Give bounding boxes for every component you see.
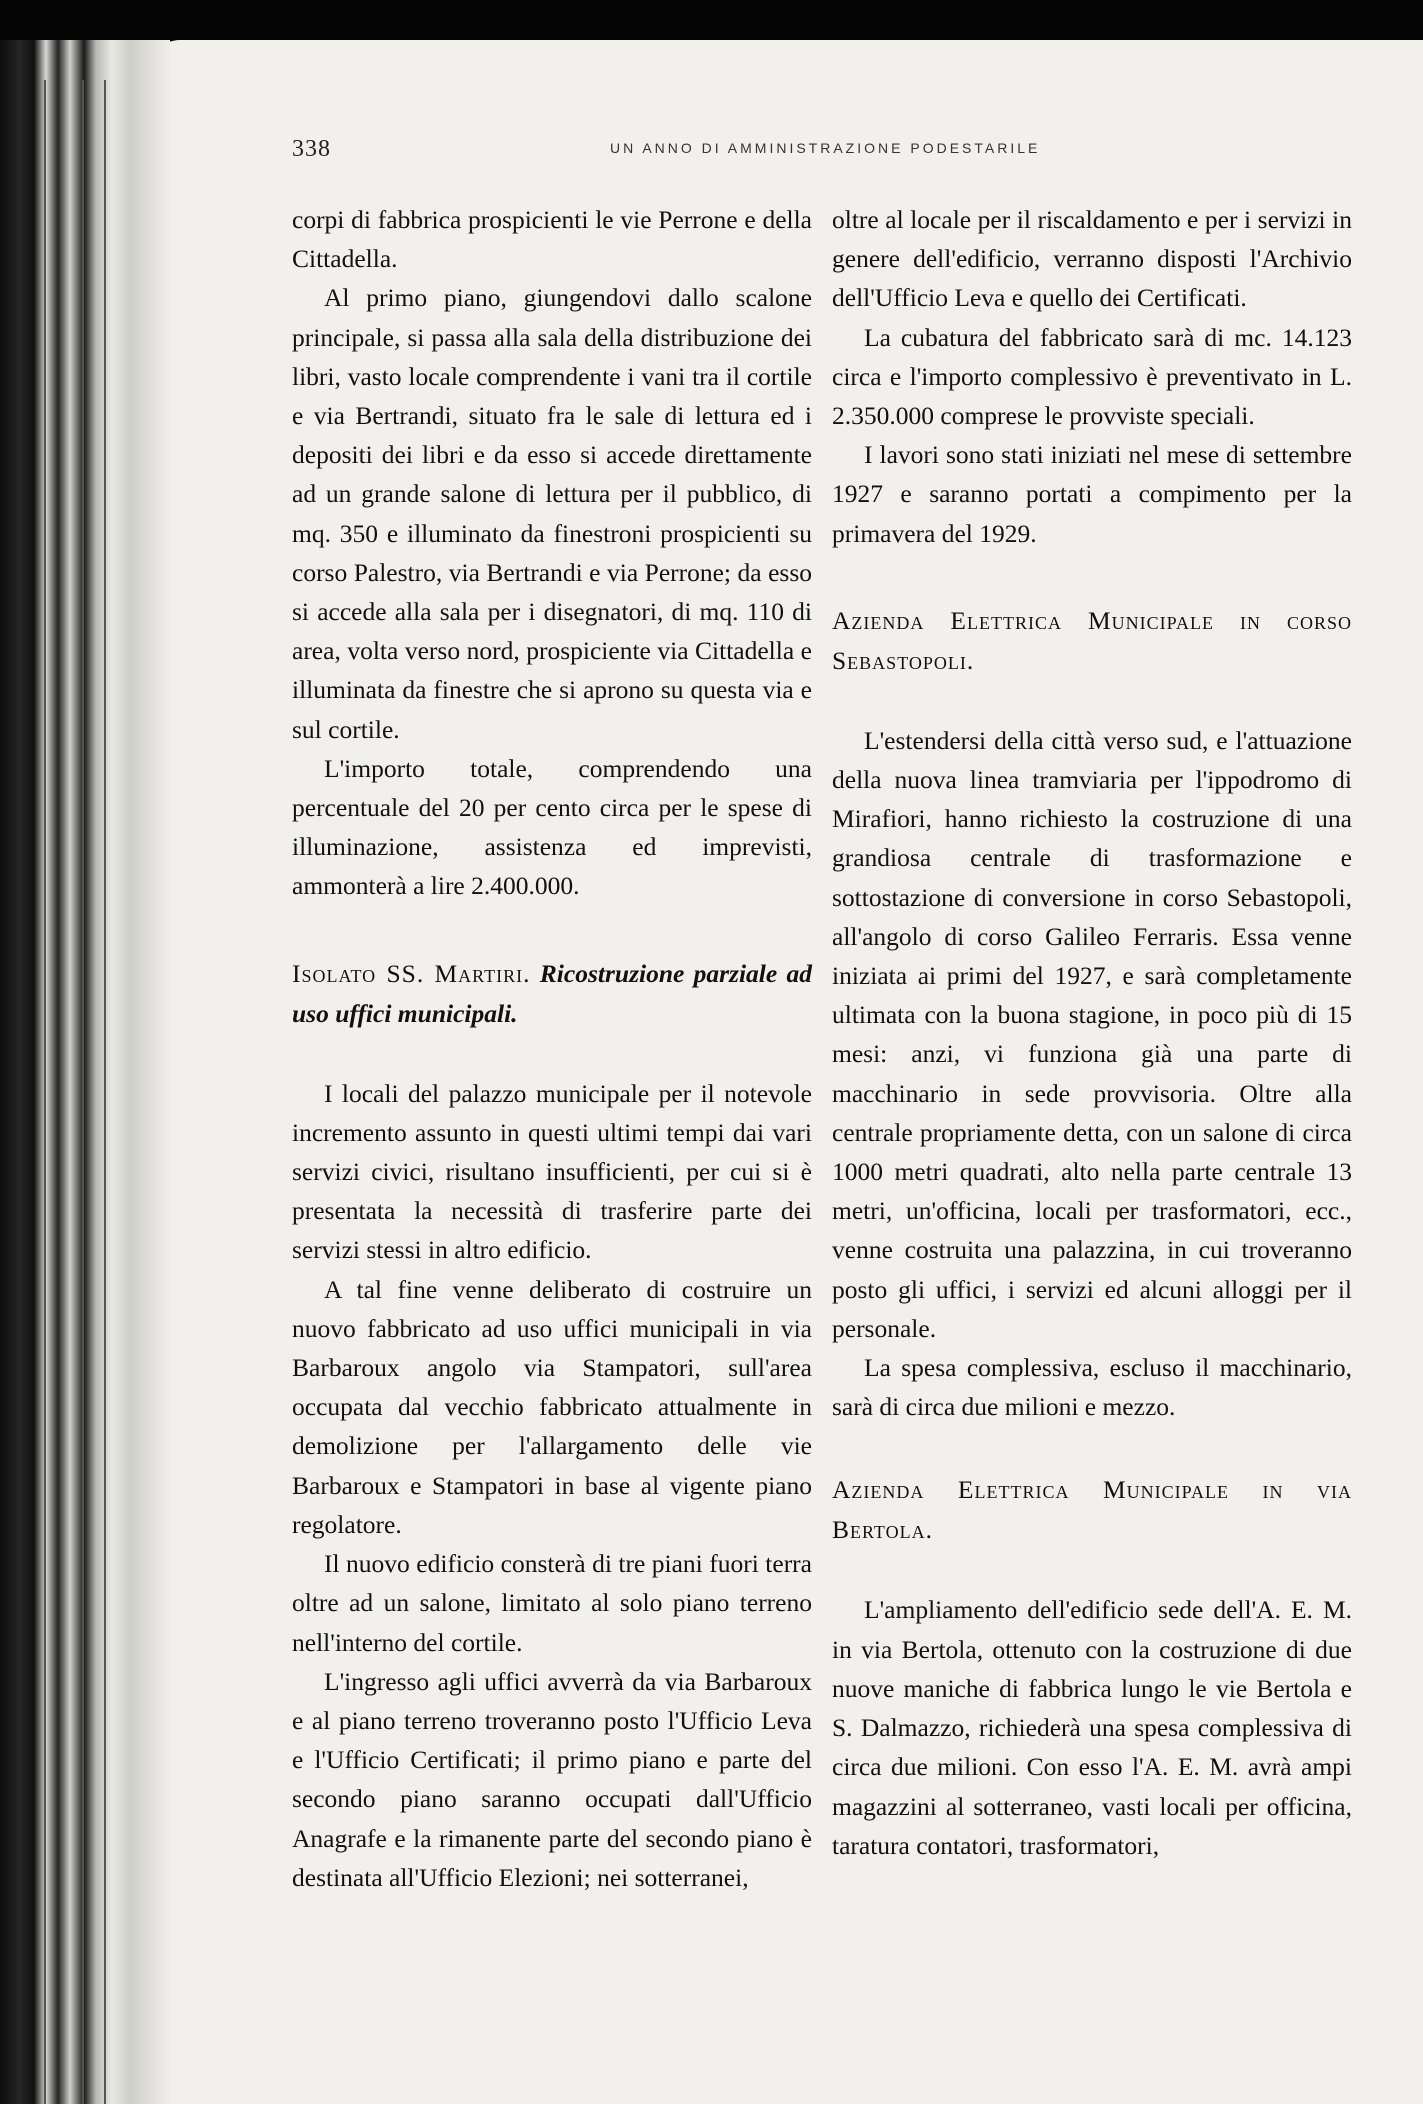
paragraph: I locali del palazzo municipale per il notevole incremento assunto in questi ultimi tempi dai vari servizi civici, risultano insufficienti, per cui si è presentata la necessità di trasferire parte dei servizi stessi in altro edificio. <box>292 1078 812 1265</box>
paragraph: L'ingresso agli uffici avverrà da via Barbaroux e al piano terreno troveranno posto l'Ufficio Leva e l'Ufficio Certificati; il primo piano e parte del secondo piano saranno occupati dall'Ufficio Anagrafe e la rimanente parte del secondo piano è destinata all'Ufficio Elezioni; nei sotterranei, <box>292 1666 812 1892</box>
paragraph: La cubatura del fabbricato sarà di mc. 14.123 circa e l'importo complessivo è preventivato in L. 2.350.000 comprese le provviste speciali. <box>832 322 1352 431</box>
section-heading <box>292 954 812 1034</box>
binding-line <box>104 80 106 2104</box>
section-heading-subtitle: Ricostruzione parziale ad uso uffici municipali. <box>292 958 813 1028</box>
paragraph: A tal fine venne deliberato di costruire un nuovo fabbricato ad uso uffici municipali in via Barbaroux angolo via Stampatori, sull'area occupata dal vecchio fabbricato attualmente in demolizione per l'allargamento delle vie Barbaroux e Stampatori in base al vigente piano regolatore. <box>292 1274 812 1539</box>
binding-line <box>44 80 46 2104</box>
section-heading: Azienda Elettrica Municipale in via Bertola. <box>832 1475 1352 1545</box>
paragraph: Al primo piano, giungendovi dallo scalone principale, si passa alla sala della distribuzione dei libri, vasto locale comprendente i vani tra il cortile e via Bertrandi, situato fra le sale di lettura ed i depositi dei libri e da esso si accede direttamente ad un grande salone di lettura per il pubblico, di mq. 350 e illuminato da finestroni prospicienti su corso Palestro, via Bertrandi e via Perrone; da esso si accede alla sala per i disegnatori, di mq. 110 di area, volta verso nord, prospiciente via Cittadella e illuminata da finestre che si aprono su questa via e sul cortile. <box>292 283 812 744</box>
binding-line <box>82 80 84 2104</box>
paragraph: I lavori sono stati iniziati nel mese di settembre 1927 e saranno portati a compimento per la primavera del 1929. <box>832 440 1352 548</box>
paragraph: L'ampliamento dell'edificio sede dell'A. E. M. in via Bertola, ottenuto con la costruzione di due nuove maniche di fabbrica lungo le vie Bertola e S. Dalmazzo, richiederà una spesa complessiva di circa due milioni. Con esso l'A. E. M. avrà ampi magazzini al sotterraneo, vasti locali per officina, taratura contatori, trasformatori, <box>832 1595 1352 1860</box>
paragraph: L'estendersi della città verso sud, e l'attuazione della nuova linea tramviaria per l'ippodromo di Mirafiori, hanno richiesto la costruzione di una grandiosa centrale di trasformazione e sottostazione di conversione in corso Sebastopoli, all'angolo di corso Galileo Ferraris. Essa venne iniziata ai primi del 1927, e sarà completamente ultimata con la buona stagione, in poco più di 15 mesi: anzi, vi funziona già una parte di macchinario in sede provvisoria. Oltre alla centrale propriamente detta, con un salone di circa 1000 metri quadrati, alto nella parte centrale 13 metri, un'officina, locali per trasformatori, ecc., venne costruita una palazzina, in cui troveranno posto gli uffici, i servizi ed alcuni alloggi per il personale. <box>832 725 1352 1343</box>
paragraph: oltre al locale per il riscaldamento e per i servizi in genere dell'edificio, verranno disposti l'Archivio dell'Ufficio Leva e quello dei Certificati. <box>832 205 1352 313</box>
section-heading: Azienda Elettrica Municipale in corso Sebastopoli. <box>832 605 1352 675</box>
running-head: UN ANNO DI AMMINISTRAZIONE PODESTARILE <box>610 140 1041 156</box>
right-column <box>832 200 1352 1865</box>
paragraph: Il nuovo edificio consterà di tre piani fuori terra oltre ad un salone, limitato al solo piano terreno nell'interno del cortile. <box>292 1549 812 1657</box>
page-number: 338 <box>292 136 331 162</box>
page-header <box>292 136 1292 170</box>
paragraph: La spesa complessiva, escluso il macchinario, sarà di circa due milioni e mezzo. <box>832 1353 1352 1422</box>
section-heading-title: Isolato SS. Martiri. <box>292 958 531 988</box>
left-column <box>292 200 812 1897</box>
paragraph: L'importo totale, comprendendo una percentuale del 20 per cento circa per le spese di illuminazione, assistenza ed imprevisti, ammonterà a lire 2.400.000. <box>292 753 812 901</box>
paragraph: corpi di fabbrica prospicienti le vie Perrone e della Cittadella. <box>292 205 812 274</box>
book-binding-edge <box>0 40 170 2104</box>
